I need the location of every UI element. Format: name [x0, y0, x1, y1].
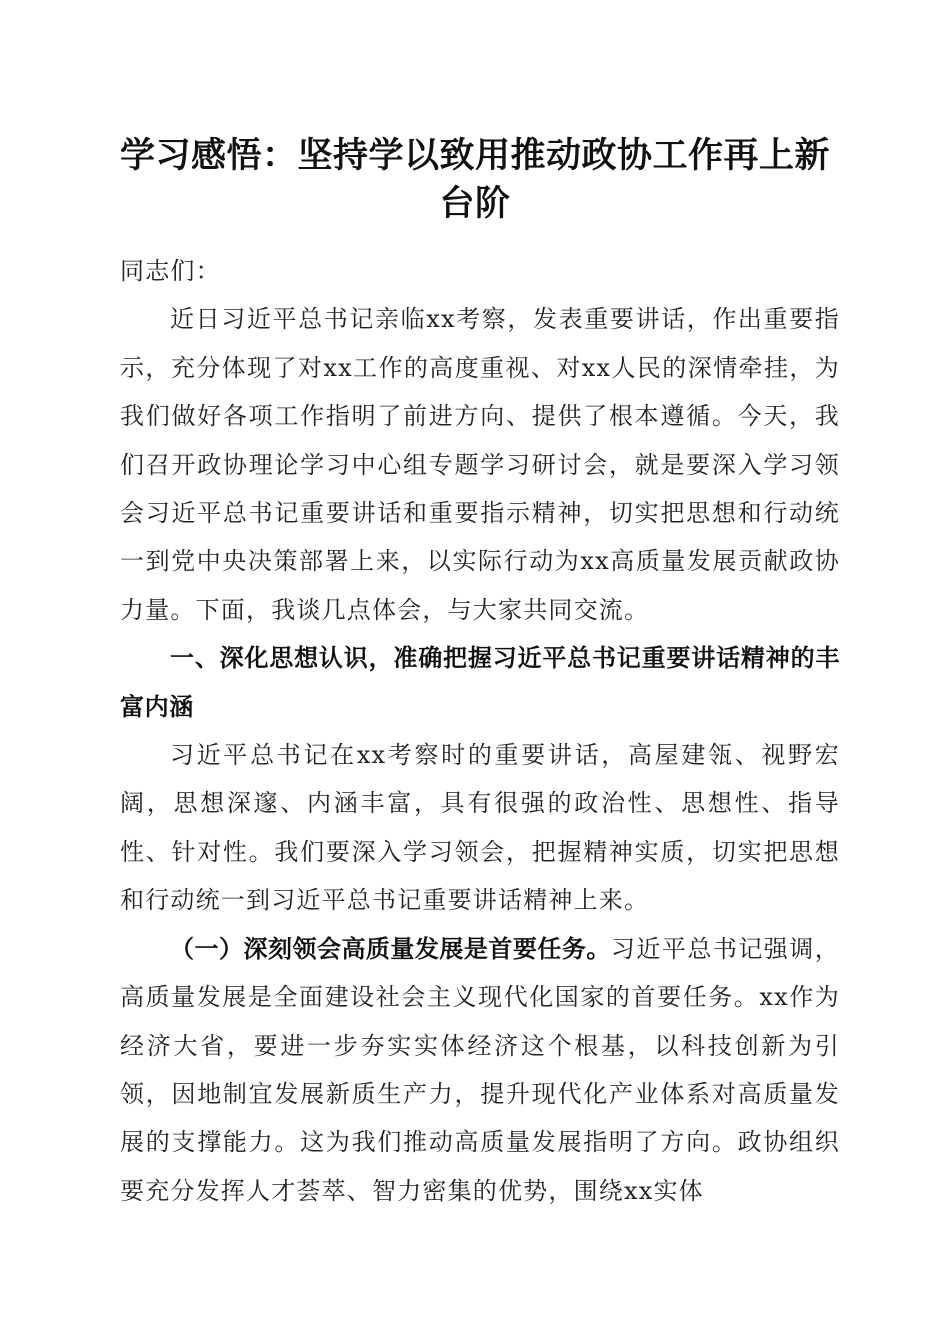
section-1-paragraph: 习近平总书记在xx考察时的重要讲话，高屋建瓴、视野宏阔，思想深邃、内涵丰富，具有很强的政治性、思想性、指导性、针对性。我们要深入学习领会，把握精神实质，切实把思想和行动统一到习近平总书记重要讲话精神上来。	[120, 741, 840, 915]
subsection-1-heading: （一）深刻领会高质量发展是首要任务。	[170, 934, 611, 963]
salutation: 同志们：	[120, 257, 221, 285]
subsection-1-body: 习近平总书记强调，高质量发展是全面建设社会主义现代化国家的首要任务。xx作为经济大省，要进一步夯实实体经济这个根基，以科技创新为引领，因地制宜发展新质生产力，提升现代化产业体系对高质量发展的支撑能力。这为我们推动高质量发展指明了方向。政协组织要充分发挥人才荟萃、智力密集的优势，围绕xx实体	[120, 934, 840, 1205]
intro-paragraph: 近日习近平总书记亲临xx考察，发表重要讲话，作出重要指示，充分体现了对xx工作的高度重视、对xx人民的深情牵挂，为我们做好各项工作指明了前进方向、提供了根本遵循。今天，我们召开政协理论学习中心组专题学习研讨会，就是要深入学习领会习近平总书记重要讲话和重要指示精神，切实把思想和行动统一到党中央决策部署上来，以实际行动为xx高质量发展贡献政协力量。下面，我谈几点体会，与大家共同交流。	[120, 305, 840, 624]
section-1-heading: 一、深化思想认识，准确把握习近平总书记重要讲话精神的丰富内涵	[120, 644, 840, 721]
document-title: 学习感悟：坚持学以致用推动政协工作再上新台阶	[119, 136, 830, 224]
document-body	[120, 247, 840, 1215]
subsection-1-paragraph	[120, 925, 840, 1215]
